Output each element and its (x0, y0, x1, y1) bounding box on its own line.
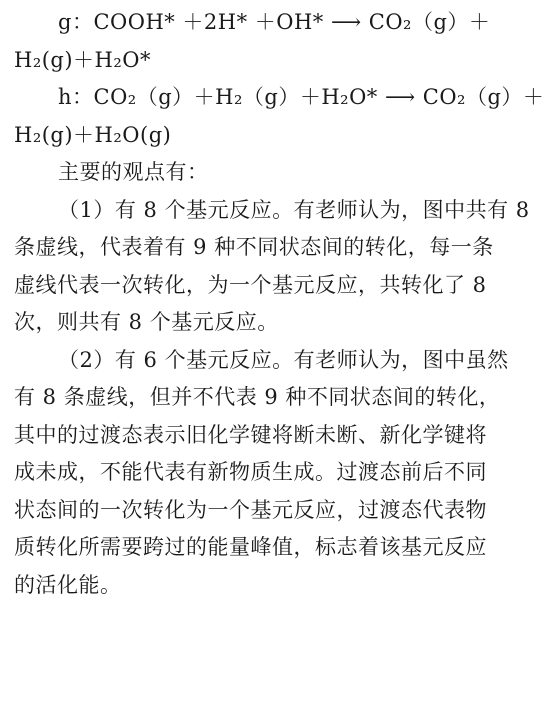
intro-text: 主要的观点有： (58, 160, 209, 184)
equation-h-line-2: H₂(g)＋H₂O(g) (14, 122, 172, 147)
view1-line-1: （1）有 8 个基元反应。有老师认为，图中共有 8 (58, 197, 530, 222)
view2-line-5: 状态间的一次转化为一个基元反应，过渡态代表物 (14, 497, 487, 522)
view2-line-2: 有 8 条虚线，但并不代表 9 种不同状态间的转化， (14, 385, 501, 409)
view1-line-2: 条虚线，代表着有 9 种不同状态间的转化，每一条 (14, 235, 494, 259)
view2-line-3: 其中的过渡态表示旧化学键将断未断、新化学键将 (14, 422, 487, 447)
equation-h-line-1: h：CO₂（g）＋H₂（g）＋H₂O* ⟶ CO₂（g）＋ (58, 85, 545, 109)
equation-g-line-1: g：COOH* ＋2H* ＋OH* ⟶ CO₂（g）＋ (58, 10, 491, 34)
view2-line-1: （2）有 6 个基元反应。有老师认为，图中虽然 (58, 347, 509, 372)
view2-line-6: 质转化所需要跨过的能量峰值，标志着该基元反应 (14, 535, 487, 559)
view1-line-4: 次，则共有 8 个基元反应。 (14, 310, 279, 334)
view2-line-7: 的活化能。 (14, 572, 122, 597)
view1-line-3: 虚线代表一次转化，为一个基元反应，共转化了 8 (14, 272, 487, 297)
view2-line-4: 成未成，不能代表有新物质生成。过渡态前后不同 (14, 460, 487, 484)
equation-g-line-2: H₂(g)＋H₂O* (14, 47, 152, 72)
